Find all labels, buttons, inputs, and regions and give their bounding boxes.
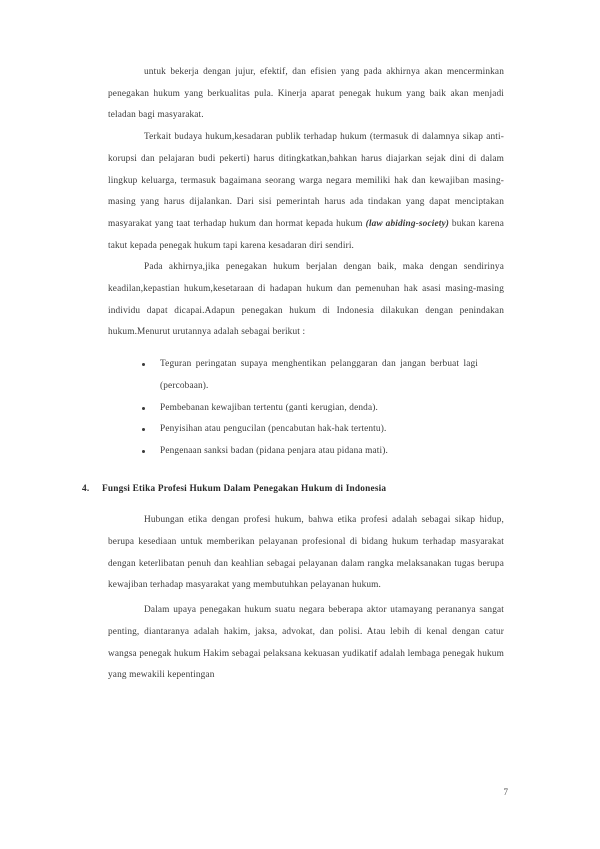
section-heading <box>82 479 504 501</box>
page-content <box>82 62 505 687</box>
list-item <box>138 441 478 463</box>
paragraph-4: Hubungan etika dengan profesi hukum, bahwa etika profesi adalah sebagai sikap hidup, berupa kesediaan untuk memberikan pelayanan profesional di bidang hukum terhadap masyarakat dengan keterlibatan penuh dan keahlian sebagai pelayanan dalam rangka melaksanakan tugas berupa kewajiban terhadap masyarakat yang membutuhkan pelayanan hukum. <box>108 515 504 591</box>
spacer-before-list <box>108 344 504 354</box>
list-item-text: Pengenaan sanksi badan (pidana penjara atau pidana mati). <box>160 445 388 456</box>
bullet-dot-icon <box>142 428 145 431</box>
list-item <box>138 354 478 397</box>
spacer-before-heading <box>108 463 504 479</box>
list-item <box>138 419 478 441</box>
law-abiding-society-emphasis: (law abiding-society) <box>365 218 449 229</box>
bullet-dot-icon <box>142 450 145 453</box>
penindakan-bullet-list <box>138 354 478 463</box>
bullet-dot-icon <box>142 407 145 410</box>
paragraph-2-part-a: Terkait budaya hukum,kesadaran publik terhadap hukum (termasuk di dalamnya sikap anti-korupsi dan pelajaran budi pekerti) harus ditingkatkan,bahkan harus diajarkan sejak dini di dalam lingkup keluarga, termasuk bagaimana seorang warga negara memiliki hak dan kewajiban masing-masing yang harus dijalankan. Dari sisi pemerintah harus ada tindakan yang dapat menciptakan masyarakat yang taat terhadap hukum dan hormat kepada hukum <box>108 132 504 229</box>
paragraph-3: Pada akhirnya,jika penegakan hukum berjalan dengan baik, maka dengan sendirinya keadilan,kepastian hukum,kesetaraan di hadapan hukum dan pemenuhan hak asasi masing-masing individu dapat dicapai.Adapun penegakan hukum di Indonesia dilakukan dengan penindakan hukum.Menurut urutannya adalah sebagai berikut : <box>108 262 504 338</box>
list-item-text: Penyisihan atau pengucilan (pencabutan hak-hak tertentu). <box>160 424 387 435</box>
page-number: 7 <box>503 787 508 797</box>
section-heading-title: Fungsi Etika Profesi Hukum Dalam Penegakan Hukum di Indonesia <box>102 483 387 494</box>
paragraph-2-part-b: bukan karena takut kepada penegak hukum tapi karena kesadaran diri sendiri. <box>108 218 505 251</box>
list-item-text: Teguran peringatan supaya menghentikan pelanggaran dan jangan berbuat lagi (percobaan). <box>160 359 478 391</box>
list-item <box>138 398 478 420</box>
paragraph-5: Dalam upaya penegakan hukum suatu negara beberapa aktor utamayang perananya sangat penting, diantaranya adalah hakim, jaksa, advokat, dan polisi. Atau lebih di kenal dengan catur wangsa penegak hukum Hakim sebagai pelaksana kekuasan yudikatif adalah lembaga penegak hukum yang mewakili kepentingan <box>108 605 504 681</box>
section-heading-number: 4. <box>82 483 90 494</box>
spacer-after-heading <box>108 500 504 510</box>
bullet-dot-icon <box>142 363 145 366</box>
paragraph-2 <box>108 127 504 257</box>
paragraph-1: untuk bekerja dengan jujur, efektif, dan efisien yang pada akhirnya akan mencerminkan penegakan hukum yang berkualitas pula. Kinerja aparat penegak hukum yang baik akan menjadi teladan bagi masyarakat. <box>108 67 504 121</box>
list-item-text: Pembebanan kewajiban tertentu (ganti kerugian, denda). <box>160 402 378 413</box>
